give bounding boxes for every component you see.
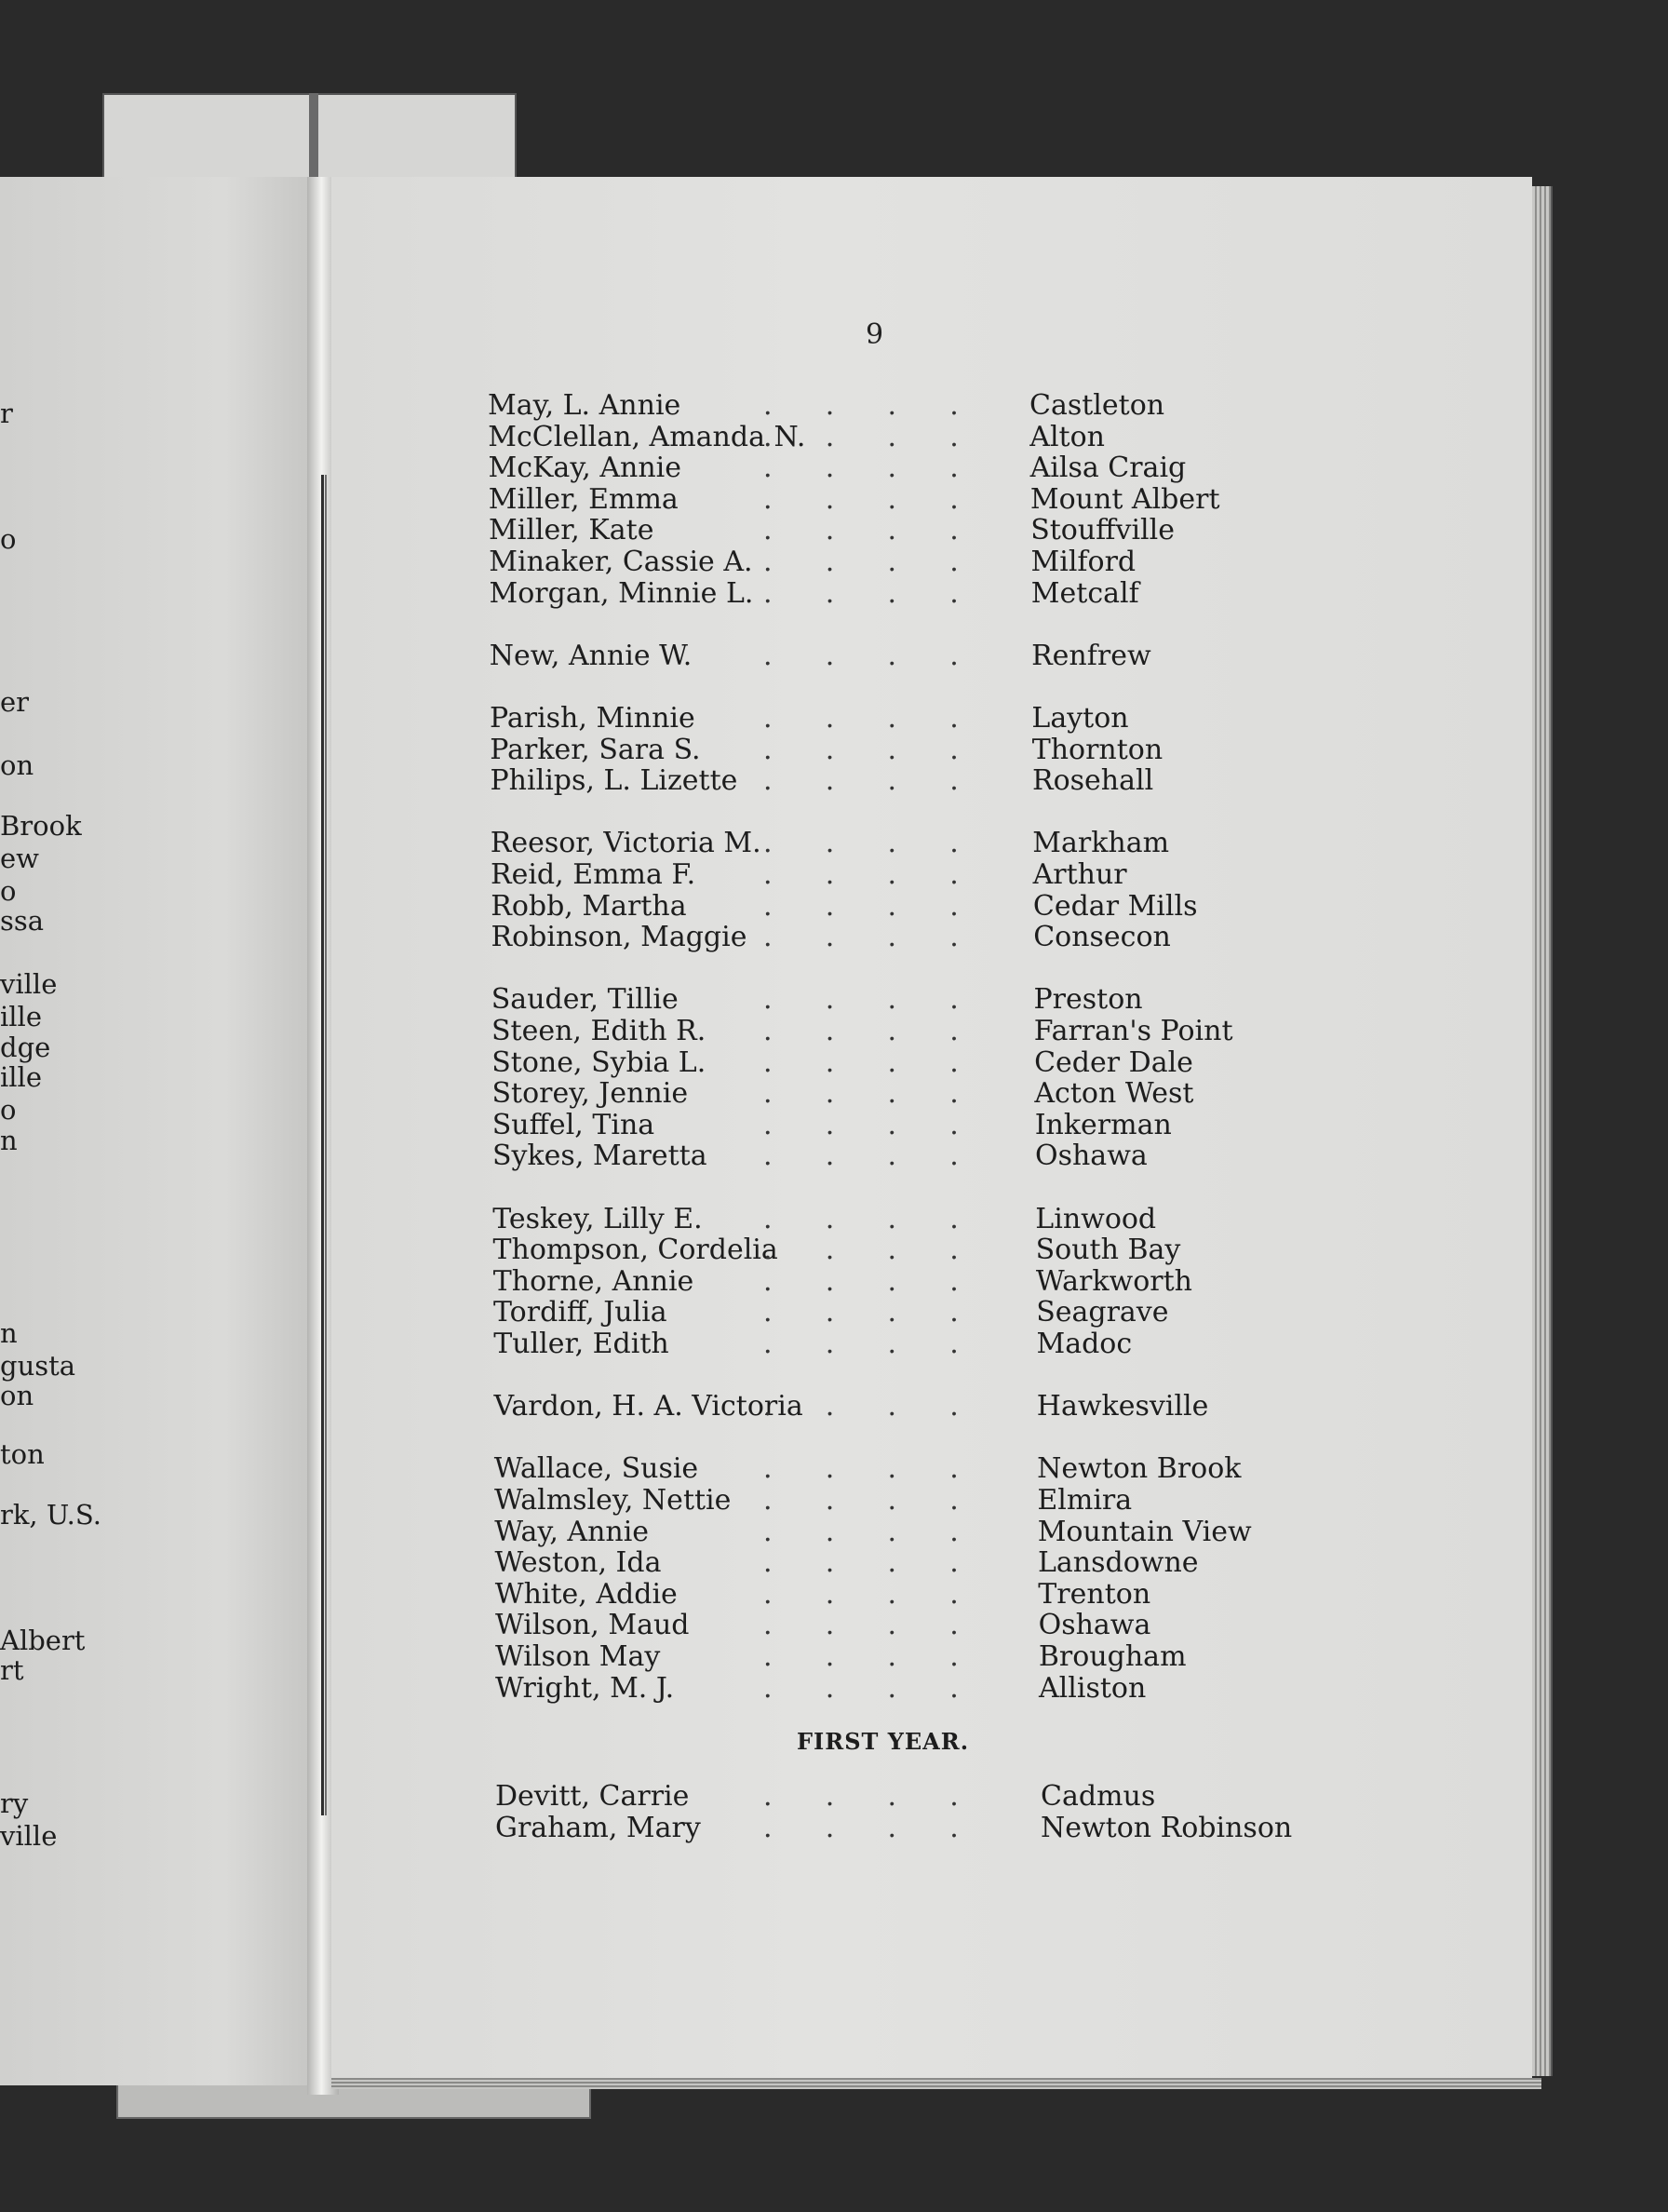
student-name: Weston, Ida <box>494 1546 662 1580</box>
student-town: Alton <box>1029 420 1105 453</box>
top-binding-tab <box>102 93 517 184</box>
leader-dots: . . . . <box>763 1234 959 1267</box>
left-page <box>0 177 321 2085</box>
leader-dots: . . . . <box>763 576 959 610</box>
leader-dots: . . . . <box>763 420 959 453</box>
student-name: McKay, Annie <box>488 452 682 485</box>
student-name: Suffel, Tina <box>491 1108 655 1141</box>
student-name: Robb, Martha <box>491 889 687 923</box>
left-page-fragment: on <box>0 749 34 781</box>
student-town: Seagrave <box>1036 1296 1169 1329</box>
student-town: South Bay <box>1035 1234 1181 1267</box>
student-town: Linwood <box>1035 1202 1157 1235</box>
student-name: Wilson May <box>495 1640 661 1673</box>
student-town: Arthur <box>1032 858 1127 891</box>
leader-dots: . . . . <box>763 733 959 766</box>
student-town: Hawkesville <box>1036 1390 1209 1423</box>
student-name: Thompson, Cordelia <box>492 1234 778 1267</box>
leader-dots: . . . . <box>763 1077 959 1111</box>
student-name: Philips, L. Lizette <box>490 764 738 798</box>
student-town: Lansdowne <box>1038 1546 1199 1580</box>
student-town: Mountain View <box>1037 1515 1252 1548</box>
leader-dots: . . . . <box>763 889 959 923</box>
left-page-fragment: n <box>0 1317 18 1349</box>
student-town: Oshawa <box>1038 1609 1151 1642</box>
student-name: Vardon, H. A. Victoria <box>493 1390 803 1423</box>
leader-dots: . . . . <box>763 482 959 516</box>
left-page-fragment: ville <box>0 1820 58 1852</box>
student-name: Miller, Emma <box>488 482 679 516</box>
left-page-fragment: gusta <box>0 1350 76 1382</box>
student-town: Markham <box>1032 827 1170 860</box>
left-page-fragment: rk, U.S. <box>0 1499 101 1531</box>
student-name: Teskey, Lilly E. <box>492 1202 703 1235</box>
first-year-heading: FIRST YEAR. <box>797 1728 970 1755</box>
page-number: 9 <box>866 318 884 351</box>
leader-dots: . . . . <box>763 1484 959 1517</box>
student-name: Devitt, Carrie <box>495 1780 690 1813</box>
left-page-fragment: o <box>0 523 17 555</box>
student-name: Sauder, Tillie <box>491 983 679 1017</box>
left-page-fragment: Brook <box>0 810 82 842</box>
leader-dots: . . . . <box>763 1452 959 1486</box>
student-name: Way, Annie <box>494 1515 650 1548</box>
student-town: Newton Robinson <box>1041 1812 1293 1844</box>
left-page-fragment: o <box>0 875 17 907</box>
student-town: Oshawa <box>1035 1140 1148 1173</box>
left-page-fragment: ry <box>0 1787 29 1819</box>
leader-dots: . . . . <box>763 1264 959 1298</box>
student-town: Consecon <box>1033 921 1171 954</box>
left-page-fragment: on <box>0 1380 34 1411</box>
page-bottom-edge <box>331 2078 1541 2089</box>
leader-dots: . . . . <box>763 1108 959 1141</box>
student-name: Storey, Jennie <box>491 1077 689 1111</box>
student-town: Thornton <box>1031 733 1164 766</box>
leader-dots: . . . . <box>763 389 959 422</box>
student-name: Morgan, Minnie L. <box>489 576 754 610</box>
left-page-fragment: ssa <box>0 905 45 937</box>
student-town: Renfrew <box>1031 639 1151 672</box>
student-town: Preston <box>1033 983 1143 1017</box>
leader-dots: . . . . <box>763 827 959 860</box>
left-page-fragment: o <box>0 1094 17 1126</box>
leader-dots: . . . . <box>763 639 959 672</box>
leader-dots: . . . . <box>763 1045 959 1079</box>
student-town: Inkerman <box>1034 1108 1172 1141</box>
leader-dots: . . . . <box>763 1296 959 1329</box>
student-town: Ceder Dale <box>1034 1045 1193 1079</box>
student-town: Madoc <box>1036 1328 1133 1360</box>
left-page-fragment: n <box>0 1125 18 1156</box>
student-name: Thorne, Annie <box>492 1264 694 1298</box>
student-town: Newton Brook <box>1037 1452 1242 1486</box>
student-name: Sykes, Maretta <box>492 1140 707 1173</box>
leader-dots: . . . . <box>763 764 959 798</box>
student-name: McClellan, Amanda N. <box>488 420 806 453</box>
page-edge <box>1532 186 1553 2076</box>
student-town: Ailsa Craig <box>1029 452 1187 485</box>
leader-dots: . . . . <box>763 1812 959 1844</box>
leader-dots: . . . . <box>763 1202 959 1235</box>
student-town: Farran's Point <box>1033 1015 1233 1047</box>
leader-dots: . . . . <box>763 1328 959 1360</box>
left-page-fragment: ew <box>0 843 39 874</box>
student-town: Warkworth <box>1035 1264 1192 1298</box>
leader-dots: . . . . <box>763 1140 959 1173</box>
student-name: Graham, Mary <box>495 1812 701 1844</box>
student-town: Stouffville <box>1030 514 1175 547</box>
leader-dots: . . . . <box>763 921 959 954</box>
student-name: Parker, Sara S. <box>490 733 701 766</box>
student-name: Stone, Sybia L. <box>491 1045 706 1079</box>
left-page-fragment: er <box>0 686 30 718</box>
leader-dots: . . . . <box>763 546 959 578</box>
leader-dots: . . . . <box>763 1609 959 1642</box>
spine-stitching <box>321 475 327 1815</box>
student-name: Tordiff, Julia <box>493 1296 667 1329</box>
leader-dots: . . . . <box>763 1546 959 1580</box>
student-town: Brougham <box>1038 1640 1187 1673</box>
left-page-fragment: dge <box>0 1032 51 1063</box>
student-name: Wright, M. J. <box>495 1671 675 1705</box>
student-name: Tuller, Edith <box>493 1328 669 1360</box>
leader-dots: . . . . <box>763 1640 959 1673</box>
student-name: Robinson, Maggie <box>491 921 747 954</box>
left-page-fragment: r <box>0 398 13 429</box>
student-name: New, Annie W. <box>489 639 693 672</box>
student-name: Minaker, Cassie A. <box>489 546 753 578</box>
student-name: Reid, Emma F. <box>491 858 696 891</box>
student-town: Layton <box>1031 702 1129 735</box>
leader-dots: . . . . <box>763 1015 959 1047</box>
student-town: Acton West <box>1034 1077 1194 1111</box>
student-town: Rosehall <box>1032 764 1154 798</box>
student-name: Walmsley, Nettie <box>494 1484 732 1517</box>
student-town: Metcalf <box>1030 576 1139 610</box>
leader-dots: . . . . <box>763 1515 959 1548</box>
student-town: Mount Albert <box>1029 482 1220 516</box>
leader-dots: . . . . <box>763 702 959 735</box>
leader-dots: . . . . <box>763 1671 959 1705</box>
student-name: Wilson, Maud <box>495 1609 690 1642</box>
student-town: Cadmus <box>1041 1780 1156 1813</box>
student-name: Reesor, Victoria M. <box>490 827 761 860</box>
student-town: Trenton <box>1038 1577 1151 1611</box>
student-name: Wallace, Susie <box>493 1452 699 1486</box>
leader-dots: . . . . <box>763 1577 959 1611</box>
leader-dots: . . . . <box>763 1780 959 1813</box>
leader-dots: . . . . <box>763 858 959 891</box>
left-page-fragment: ille <box>0 1061 42 1093</box>
leader-dots: . . . . <box>763 1390 959 1423</box>
student-town: Castleton <box>1029 389 1165 422</box>
left-page-fragment: ille <box>0 1001 42 1032</box>
leader-dots: . . . . <box>763 452 959 485</box>
student-town: Alliston <box>1039 1671 1147 1705</box>
student-name: White, Addie <box>494 1577 678 1611</box>
leader-dots: . . . . <box>763 983 959 1017</box>
student-name: May, L. Annie <box>488 389 681 422</box>
student-town: Milford <box>1030 546 1137 578</box>
student-town: Cedar Mills <box>1032 889 1198 923</box>
left-page-fragment: Albert <box>0 1625 86 1656</box>
left-page-fragment: rt <box>0 1654 24 1686</box>
student-name: Parish, Minnie <box>490 702 695 735</box>
student-town: Elmira <box>1037 1484 1133 1517</box>
leader-dots: . . . . <box>763 514 959 547</box>
student-name: Miller, Kate <box>489 514 654 547</box>
left-page-fragment: ville <box>0 968 58 1000</box>
left-page-fragment: ton <box>0 1438 45 1470</box>
student-name: Steen, Edith R. <box>491 1015 706 1047</box>
